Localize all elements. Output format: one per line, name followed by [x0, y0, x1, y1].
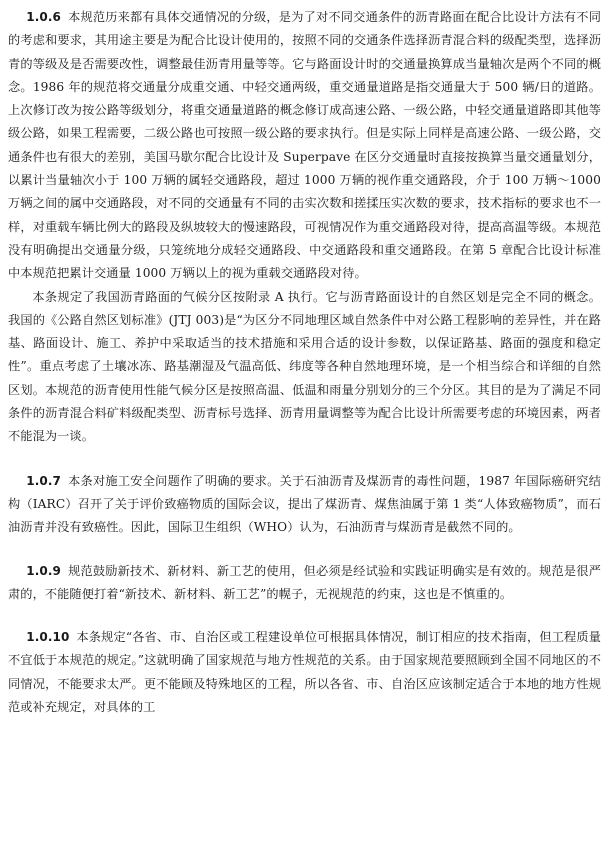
clause-paragraph	[8, 470, 601, 540]
clause-1-0-9	[8, 560, 601, 607]
clause-number: 1.0.6	[26, 10, 61, 24]
clause-1-0-10	[8, 626, 601, 719]
clause-1-0-7	[8, 470, 601, 540]
clause-number: 1.0.9	[26, 563, 61, 578]
clause-paragraph	[8, 6, 601, 286]
clause-paragraph: 本条规定了我国沥青路面的气候分区按附录 A 执行。它与沥青路面设计的自然区划是完全不同的概念。我国的《公路自然区划标准》(JTJ 003)是“为区分不同地理区域自然条件中对公路工程影响的差异性，并在路基、路面设计、施工、养护中采取适当的技术措施和采用合适的设计参数，以保证路基、路面的强度和稳定性”。重点考虑了土壤冰冻、路基潮湿及气温高低、纬度等各种自然地理环境，是一个相当综合和详细的自然区划。本规范的沥青使用性能气候分区是按照高温、低温和雨量分别划分的三个分区。其目的是为了满足不同条件的沥青混合料矿料级配类型、沥青标号选择、沥青用量调整等为配合比设计所需要考虑的环境因素，两者不能混为一谈。	[8, 289, 601, 444]
document-page	[8, 6, 601, 719]
clause-text: 本条规定“各省、市、自治区或工程建设单位可根据具体情况，制订相应的技术指南，但工程质量不宜低于本规范的规定。”这就明确了国家规范与地方性规范的关系。由于国家规范要照顾到全国不同地区的不同情况，不能要求太严。更不能顾及特殊地区的工程，所以各省、市、自治区应该制定适合于本地的地方性规范或补充规定，对具体的工	[8, 630, 601, 715]
clause-text: 本规范历来都有具体交通情况的分级，是为了对不同交通条件的沥青路面在配合比设计方法有不同的考虑和要求，其用途主要是为配合比设计使用的，按照不同的交通条件选择沥青混合料的级配类型，选择沥青的等级及是否需要改性，调整最佳沥青用量等等。它与路面设计时的交通量换算成当量轴次是两个不同的概念。1986 年的规范将交通量分成重交通、中轻交通两级，重交通量道路是指交通量大于 500 辆/日的道路。上次修订改为按公路等级划分，将重交通量道路的概念修订成高速公路、一级公路，中轻交通量道路即其他等级公路，如果工程需要，二级公路也可按照一级公路的要求执行。但是实际上同样是高速公路、一级公路，交通条件也有很大的差别，美国马歇尔配合比设计及 Superpave 在区分交通量时直接按换算当量交通量划分，以累计当量轴次小于 100 万辆的属轻交通路段，超过 1000 万辆的视作重交通路段，介于 100 万辆～1000 万辆之间的属中交通路段，对不同的交通量有不同的击实次数和搓揉压实次数的要求，技术指标的要求也不一样，对重载车辆比例大的路段及纵坡较大的慢速路段，可视情况作为重交通路段对待，提高高温等级。本规范没有明确提出交通量分级，只笼统地分成轻交通路段、中交通路段和重交通路段。在第 5 章配合比设计标准中本规范把累计交通量 1000 万辆以上的视为重载交通路段对待。	[8, 10, 601, 281]
clause-number: 1.0.10	[26, 630, 70, 645]
clause-1-0-6	[8, 6, 601, 449]
clause-number: 1.0.7	[26, 473, 61, 488]
clause-paragraph	[8, 626, 601, 719]
clause-text: 规范鼓励新技术、新材料、新工艺的使用，但必须是经试验和实践证明确实是有效的。规范是很严肃的，不能随便打着“新技术、新材料、新工艺”的幌子，无视规范的约束，这也是不慎重的。	[8, 563, 601, 601]
section-gap	[8, 540, 601, 560]
section-gap	[8, 449, 601, 470]
clause-paragraph	[8, 560, 601, 607]
section-gap	[8, 606, 601, 626]
clause-text: 本条对施工安全问题作了明确的要求。关于石油沥青及煤沥青的毒性问题，1987 年国际癌研究结构（IARC）召开了关于评价致癌物质的国际会议，提出了煤沥青、煤焦油属于第 1 类“人体致癌物质”，而石油沥青并没有致癌性。因此，国际卫生组织（WHO）认为，石油沥青与煤沥青是截然不同的。	[8, 473, 601, 535]
